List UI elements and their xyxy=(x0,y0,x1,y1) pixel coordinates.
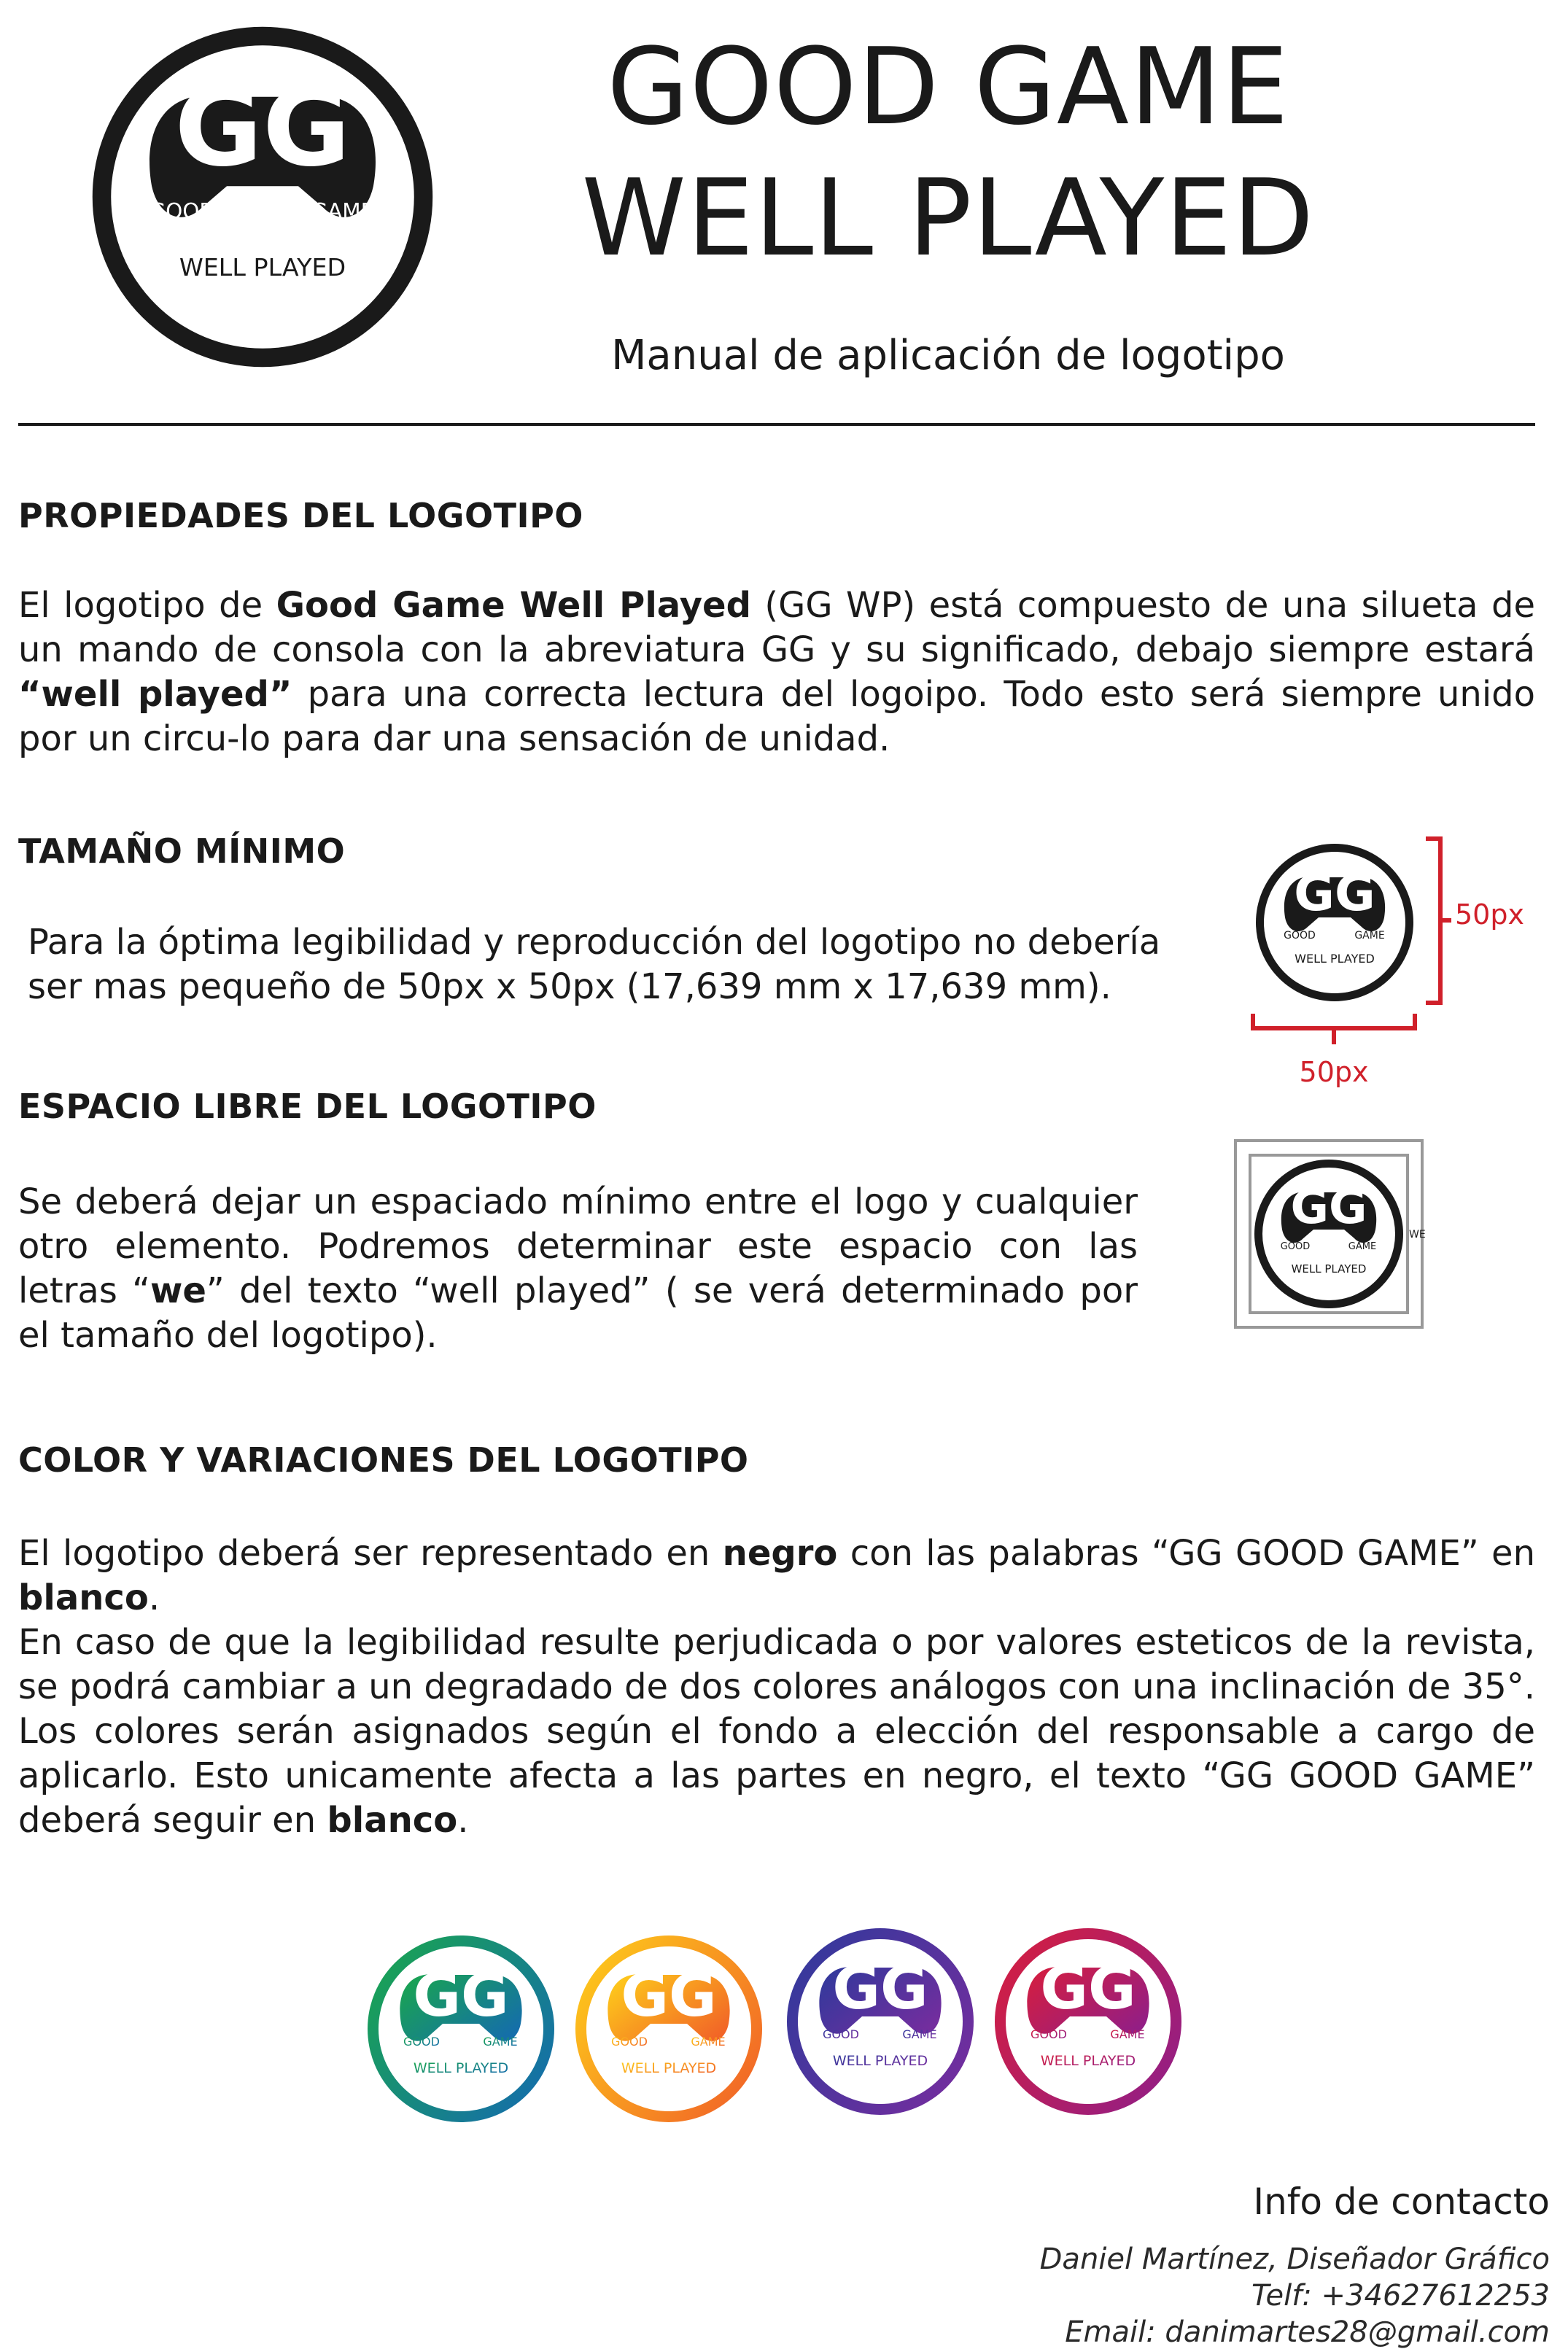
logo-variation-green-blue xyxy=(365,1933,558,2126)
svg-text:WELL PLAYED: WELL PLAYED xyxy=(1295,952,1375,966)
svg-text:WELL PLAYED: WELL PLAYED xyxy=(832,2053,928,2069)
heading-color: COLOR Y VARIACIONES DEL LOGOTIPO xyxy=(18,1440,749,1480)
svg-text:GG: GG xyxy=(621,1962,717,2030)
logo-right-word: GAME xyxy=(311,198,375,224)
svg-text:GG: GG xyxy=(1290,1181,1367,1235)
heading-free-space: ESPACIO LIBRE DEL LOGOTIPO xyxy=(18,1087,597,1126)
vertical-dimension-bracket xyxy=(1426,839,1451,1003)
svg-text:WELL PLAYED: WELL PLAYED xyxy=(413,2060,509,2076)
contact-email: Email: danimartes28@gmail.com xyxy=(1065,2315,1550,2349)
heading-properties: PROPIEDADES DEL LOGOTIPO xyxy=(18,496,583,535)
svg-text:GG: GG xyxy=(413,1962,509,2030)
logo-variation-blue-purple xyxy=(784,1925,977,2119)
contact-phone: Telf: +34627612253 xyxy=(1251,2279,1550,2313)
svg-text:GOOD: GOOD xyxy=(823,2027,859,2041)
divider xyxy=(18,423,1535,426)
svg-text:GAME: GAME xyxy=(691,2035,726,2049)
dim-horizontal-label: 50px xyxy=(1299,1056,1369,1088)
logo-left-word: GOOD xyxy=(149,198,217,224)
title-line-1: GOOD GAME xyxy=(607,26,1289,149)
svg-text:GAME: GAME xyxy=(1348,1241,1377,1252)
svg-text:GOOD: GOOD xyxy=(611,2035,648,2049)
paragraph-free-space: Se deberá dejar un espaciado mínimo entre el logo y cualquier otro elemento. Podremos determinar este espacio con las letras “we” del texto “well played” ( se verá determinado por el tamaño del logotipo). xyxy=(18,1181,1138,1356)
svg-text:GAME: GAME xyxy=(483,2035,518,2049)
svg-text:GOOD: GOOD xyxy=(403,2035,440,2049)
logo-variation-red-purple xyxy=(992,1925,1185,2119)
we-marker: WE xyxy=(1409,1229,1426,1240)
svg-text:GOOD: GOOD xyxy=(1280,1241,1311,1252)
svg-text:GG: GG xyxy=(1040,1954,1136,2022)
svg-text:GOOD: GOOD xyxy=(1031,2027,1067,2041)
svg-text:GOOD: GOOD xyxy=(1284,930,1316,941)
svg-text:GG: GG xyxy=(1294,865,1375,923)
paragraph-color: El logotipo deberá ser representado en negro con las palabras “GG GOOD GAME” en blanco. En caso de que la legibilidad resulte perjudicada o por valores esteticos de la revista, se podrá cambiar a un degradado de dos colores análogos con una inclinación de 35°. Los colores serán asignados según el fondo a elección del responsable a cargo de aplicarlo. Esto unicamente afecta a las partes en negro, el texto “GG GOOD GAME” deberá seguir en blanco. xyxy=(18,1533,1535,1841)
contact-name: Daniel Martínez, Diseñador Gráfico xyxy=(1039,2243,1550,2276)
title-line-2: WELL PLAYED xyxy=(581,157,1315,280)
gg-logo-main xyxy=(84,18,441,376)
logo-variation-yellow-orange xyxy=(573,1933,766,2126)
subtitle: Manual de aplicación de logotipo xyxy=(611,332,1285,379)
header xyxy=(511,0,1386,408)
svg-text:WELL PLAYED: WELL PLAYED xyxy=(1040,2053,1136,2069)
heading-min-size: TAMAÑO MÍNIMO xyxy=(18,831,346,871)
logo-bottom-text: WELL PLAYED xyxy=(179,252,346,282)
paragraph-properties: El logotipo de Good Game Well Played (GG WP) está compuesto de una silueta de un mando de consola con la abreviatura GG y su significado, debajo siempre estará “well played” para una correcta lectura del logoipo. Todo esto será siempre unido por un circu-lo para dar una sensación de unidad. xyxy=(18,585,1536,759)
min-size-diagram xyxy=(1240,831,1524,1109)
svg-text:GAME: GAME xyxy=(902,2027,937,2041)
svg-text:WELL PLAYED: WELL PLAYED xyxy=(1291,1262,1367,1276)
logo-letters: GG xyxy=(174,65,351,190)
svg-text:GAME: GAME xyxy=(1110,2027,1145,2041)
contact-title: Info de contacto xyxy=(1253,2181,1550,2223)
svg-text:GG: GG xyxy=(832,1954,928,2022)
horizontal-dimension-bracket xyxy=(1253,1014,1415,1044)
svg-text:WELL PLAYED: WELL PLAYED xyxy=(621,2060,717,2076)
dim-vertical-label: 50px xyxy=(1455,898,1524,931)
svg-text:GAME: GAME xyxy=(1354,930,1385,941)
paragraph-min-size: Para la óptima legibilidad y reproducción del logotipo no debería ser mas pequeño de 50px x 50px (17,639 mm x 17,639 mm). xyxy=(28,922,1161,1007)
free-space-diagram xyxy=(1233,1138,1429,1335)
